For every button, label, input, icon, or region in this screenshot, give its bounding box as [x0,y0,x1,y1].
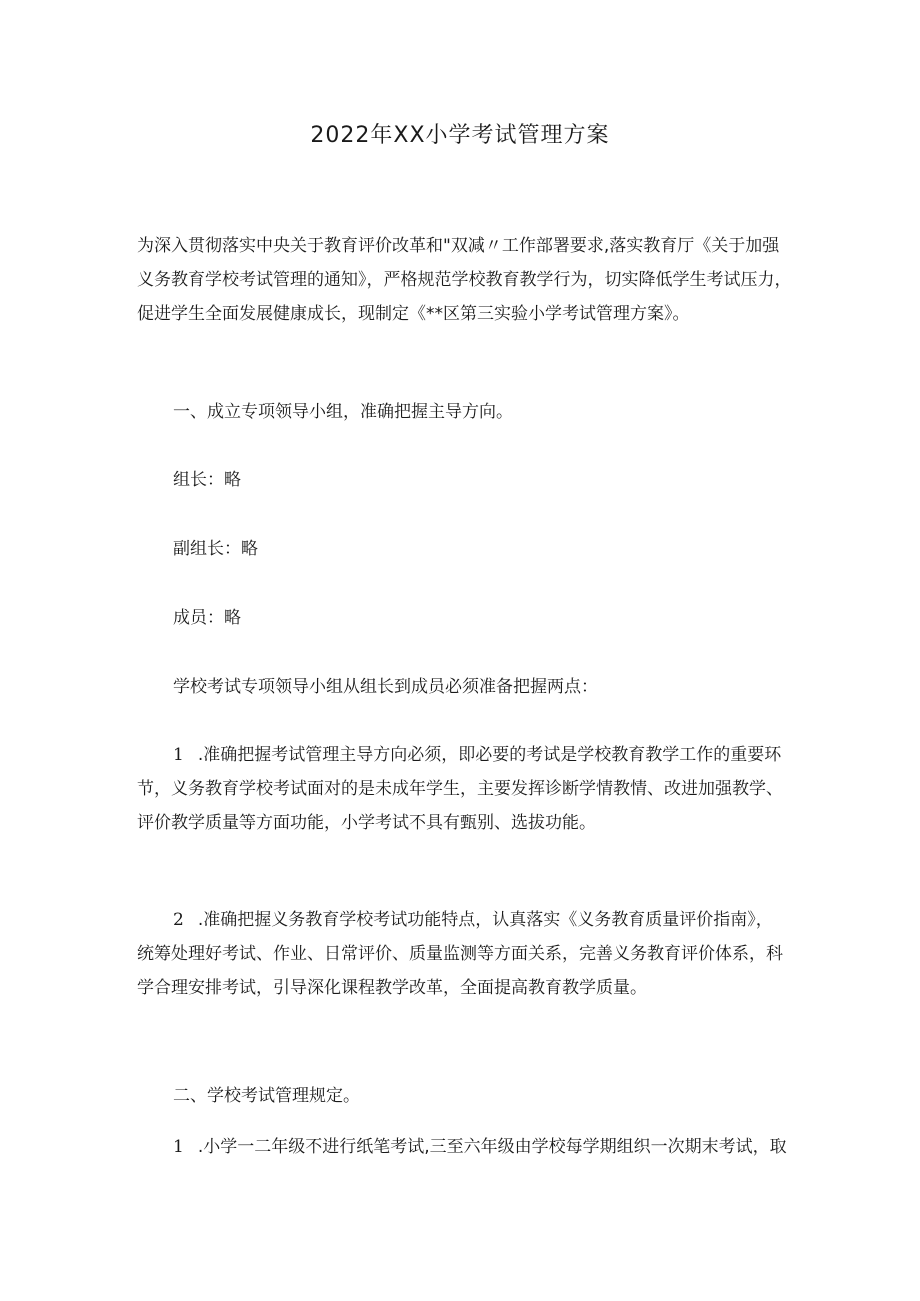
section2-item-1 [137,1130,787,1164]
section2-item-1-line-1 [137,1130,787,1164]
item-number: 1 [173,745,184,765]
item-number: 2 [173,910,184,930]
section1-item-2 [137,903,787,1005]
section1-item-1-line-2: 节，义务教育学校考试面对的是未成年学生，主要发挥诊断学情教情、改进加强教学、 [137,779,783,799]
item-number: 1 [173,1137,184,1157]
section1-heading: 一、成立专项领导小组，准确把握主导方向。 [173,402,513,422]
item-text: .小学一二年级不进行纸笔考试,三至六年级由学校每学期组织一次期末考试，取 [197,1137,787,1157]
section1-item-2-line-1 [137,903,787,937]
section1-item-2-line-2: 统筹处理好考试、作业、日常评价、质量监测等方面关系，完善义务教育评价体系，科 [137,944,783,964]
intro-line-2: 义务教育学校考试管理的通知》，严格规范学校教育教学行为，切实降低学生考试压力， [137,270,792,290]
section1-summary: 学校考试专项领导小组从组长到成员必须准备把握两点： [173,677,598,697]
vice-leader-line: 副组长：略 [173,539,258,559]
section1-item-1-line-1 [137,738,787,772]
document-title: 2022年XX小学考试管理方案 [310,123,610,148]
section2-heading: 二、学校考试管理规定。 [173,1086,360,1106]
leader-line: 组长：略 [173,470,241,490]
item-text: .准确把握义务教育学校考试功能特点，认真落实《义务教育质量评价指南》， [197,910,773,930]
members-line: 成员：略 [173,608,241,628]
section1-item-1 [137,738,787,840]
section1-item-2-line-3: 学合理安排考试，引导深化课程教学改革，全面提高教育教学质量。 [137,978,647,998]
intro-line-1: 为深入贯彻落实中央关于教育评价改革和"双减〃工作部署要求,落实教育厅《关于加强 [137,236,780,256]
intro-line-3: 促进学生全面发展健康成长，现制定《**区第三实验小学考试管理方案》。 [137,304,690,324]
section1-item-1-line-3: 评价教学质量等方面功能，小学考试不具有甄别、选拔功能。 [137,813,596,833]
item-text: .准确把握考试管理主导方向必须，即必要的考试是学校教育教学工作的重要环 [197,745,782,765]
intro-paragraph [137,229,792,331]
